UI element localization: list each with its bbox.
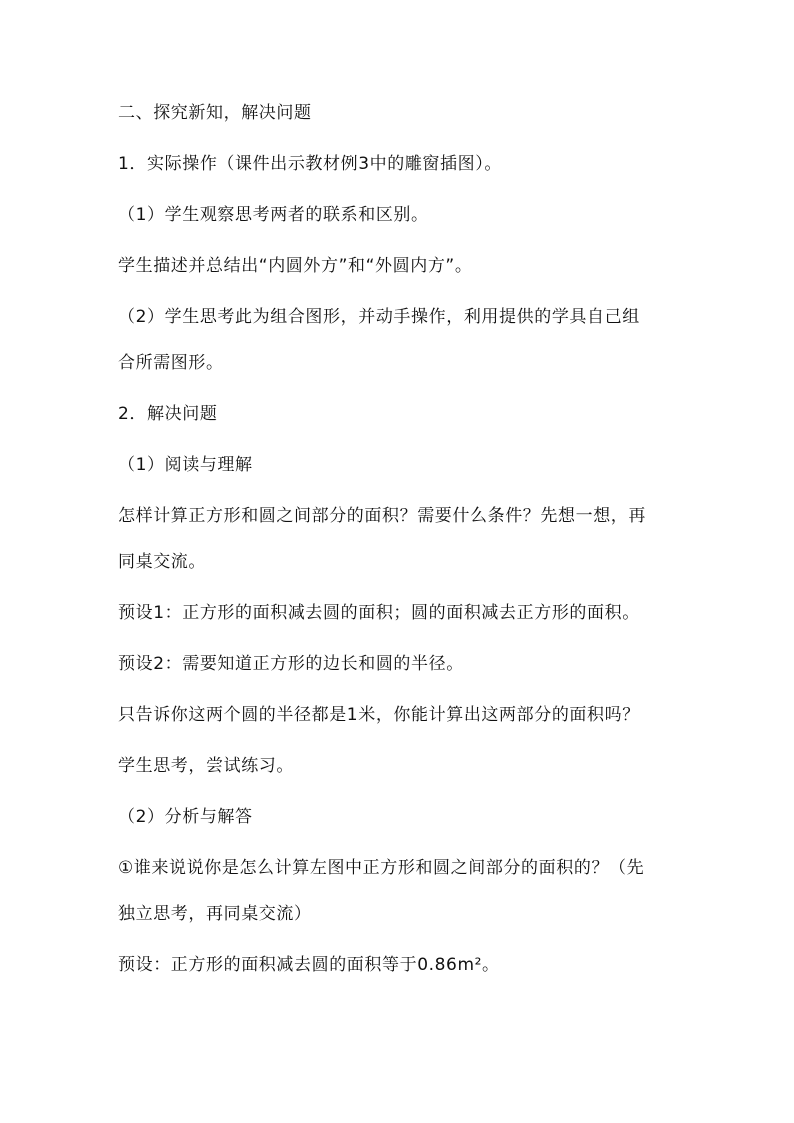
paragraph — [118, 503, 678, 575]
step-1-heading: 1．实际操作（课件出示教材例3中的雕窗插图）。 — [118, 154, 502, 174]
paragraph: 预设：正方形的面积减去圆的面积等于0.86m²。 — [118, 955, 500, 975]
paragraph-line: 合所需图形。 — [118, 353, 224, 373]
subheading: （2）分析与解答 — [118, 807, 253, 827]
paragraph — [118, 855, 678, 927]
document-body — [118, 100, 678, 978]
paragraph-line: ①谁来说说你是怎么计算左图中正方形和圆之间部分的面积的？（先 — [118, 858, 645, 878]
paragraph-line: 怎样计算正方形和圆之间部分的面积？需要什么条件？先想一想，再 — [118, 506, 646, 526]
section-heading: 二、探究新知，解决问题 — [118, 103, 312, 123]
paragraph: 学生描述并总结出“内圆外方”和“外圆内方”。 — [118, 256, 473, 276]
paragraph: 预设2：需要知道正方形的边长和圆的半径。 — [118, 654, 464, 674]
paragraph-line: 独立思考，再同桌交流） — [118, 904, 312, 924]
paragraph — [118, 304, 678, 376]
paragraph: 预设1：正方形的面积减去圆的面积；圆的面积减去正方形的面积。 — [118, 603, 640, 623]
paragraph: （1）学生观察思考两者的联系和区别。 — [118, 205, 429, 225]
paragraph-line: （2）学生思考此为组合图形，并动手操作，利用提供的学具自己组 — [118, 307, 640, 327]
step-2-heading: 2．解决问题 — [118, 404, 218, 424]
subheading: （1）阅读与理解 — [118, 455, 253, 475]
paragraph: 只告诉你这两个圆的半径都是1米，你能计算出这两部分的面积吗？ — [118, 705, 640, 725]
paragraph: 学生思考，尝试练习。 — [118, 756, 294, 776]
paragraph-line: 同桌交流。 — [118, 552, 206, 572]
